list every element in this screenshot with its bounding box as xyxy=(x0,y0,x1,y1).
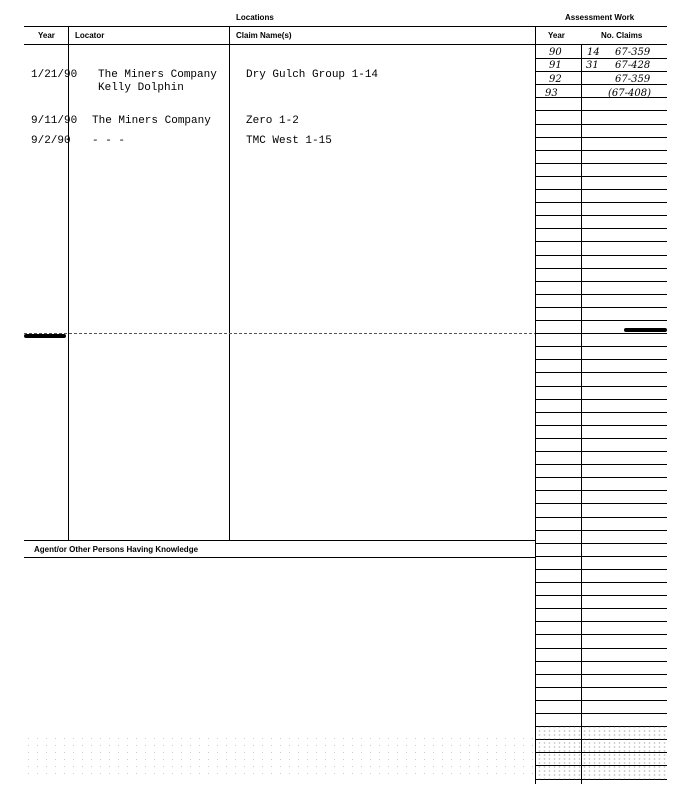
ledger-rule xyxy=(535,176,667,177)
claims-assessment-divider xyxy=(535,26,536,784)
locations-header: Locations xyxy=(236,13,274,22)
ledger-rule xyxy=(535,438,667,439)
col-header-no-claims: No. Claims xyxy=(601,31,643,40)
location-claim-1: Dry Gulch Group 1-14 xyxy=(246,69,379,81)
location-year-1: 1/21/90 xyxy=(31,69,78,81)
agent-section-header: Agent/or Other Persons Having Knowledge xyxy=(34,545,199,554)
col-header-locator: Locator xyxy=(75,31,105,40)
ledger-rule xyxy=(535,464,667,465)
ledger-rule xyxy=(535,202,667,203)
aw-ref-2: 67-428 xyxy=(615,60,651,71)
ledger-rule xyxy=(535,490,667,491)
aw-ref-4: (67-408) xyxy=(608,88,651,99)
location-claim-2: Zero 1-2 xyxy=(246,115,299,127)
fold-mark-right xyxy=(624,328,667,332)
ledger-rule xyxy=(535,569,667,570)
ledger-rule xyxy=(535,608,667,609)
location-year-3: 9/2/90 xyxy=(31,135,71,147)
ledger-rule xyxy=(535,137,667,138)
aw-count-2: 31 xyxy=(586,60,599,71)
ledger-rule xyxy=(535,268,667,269)
aw-count-1: 14 xyxy=(587,47,600,58)
col-header-aw-year: Year xyxy=(548,31,565,40)
ledger-rule xyxy=(535,648,667,649)
ledger-rule xyxy=(535,661,667,662)
ledger-rule xyxy=(535,634,667,635)
location-year-2: 9/11/90 xyxy=(31,115,78,127)
ledger-rule xyxy=(535,150,667,151)
header-rule xyxy=(24,44,667,45)
aw-ref-1: 67-359 xyxy=(615,47,651,58)
ledger-rule xyxy=(535,110,667,111)
col-header-year: Year xyxy=(38,31,55,40)
locator-claim-divider xyxy=(229,26,230,540)
ledger-rule xyxy=(535,228,667,229)
ledger-rule xyxy=(535,294,667,295)
ledger-rule xyxy=(535,399,667,400)
ledger-rule xyxy=(535,621,667,622)
aw-year-1: 90 xyxy=(549,47,562,58)
ledger-rule xyxy=(535,477,667,478)
ledger-rule xyxy=(535,359,667,360)
ledger-rule xyxy=(535,215,667,216)
location-locator-1: The Miners Company xyxy=(98,69,217,81)
aw-year-2: 91 xyxy=(549,60,562,71)
location-locator-1b: Kelly Dolphin xyxy=(98,82,184,94)
ledger-rule xyxy=(535,189,667,190)
aw-ref-3: 67-359 xyxy=(615,74,651,85)
ledger-rule xyxy=(535,333,667,334)
ledger-rule xyxy=(535,517,667,518)
location-locator-3: - - - xyxy=(92,135,126,147)
ledger-rule xyxy=(535,386,667,387)
locations-bottom-rule xyxy=(24,540,535,541)
ledger-rule xyxy=(535,700,667,701)
ledger-rule xyxy=(535,281,667,282)
col-header-claim-names: Claim Name(s) xyxy=(236,31,292,40)
top-rule xyxy=(24,26,667,27)
agent-section-rule xyxy=(24,557,535,558)
aw-year-4: 93 xyxy=(545,88,558,99)
year-locator-divider xyxy=(68,26,69,540)
location-claim-3: TMC West 1-15 xyxy=(246,135,332,147)
ledger-rule xyxy=(535,163,667,164)
ledger-rule xyxy=(535,346,667,347)
ledger-rule xyxy=(535,582,667,583)
ledger-rule xyxy=(535,255,667,256)
location-locator-2: The Miners Company xyxy=(92,115,211,127)
ledger-rule xyxy=(535,543,667,544)
ledger-rule xyxy=(535,713,667,714)
ledger-rule xyxy=(535,451,667,452)
ledger-rule xyxy=(535,124,667,125)
ledger-rule xyxy=(535,503,667,504)
scan-noise-ledger xyxy=(537,725,667,780)
ledger-rule xyxy=(535,556,667,557)
ledger-rule xyxy=(535,674,667,675)
scan-noise-bottom xyxy=(24,735,535,775)
ledger-rule xyxy=(535,241,667,242)
ledger-rule xyxy=(535,307,667,308)
ledger-rule xyxy=(535,320,667,321)
ledger-rule xyxy=(535,687,667,688)
ledger-rule xyxy=(535,372,667,373)
ledger-rule xyxy=(535,412,667,413)
ledger-rule xyxy=(535,595,667,596)
ledger-rule xyxy=(535,530,667,531)
ledger-rule xyxy=(535,425,667,426)
assessment-work-header: Assessment Work xyxy=(565,13,635,22)
fold-mark-left xyxy=(24,334,66,338)
aw-year-3: 92 xyxy=(549,74,562,85)
